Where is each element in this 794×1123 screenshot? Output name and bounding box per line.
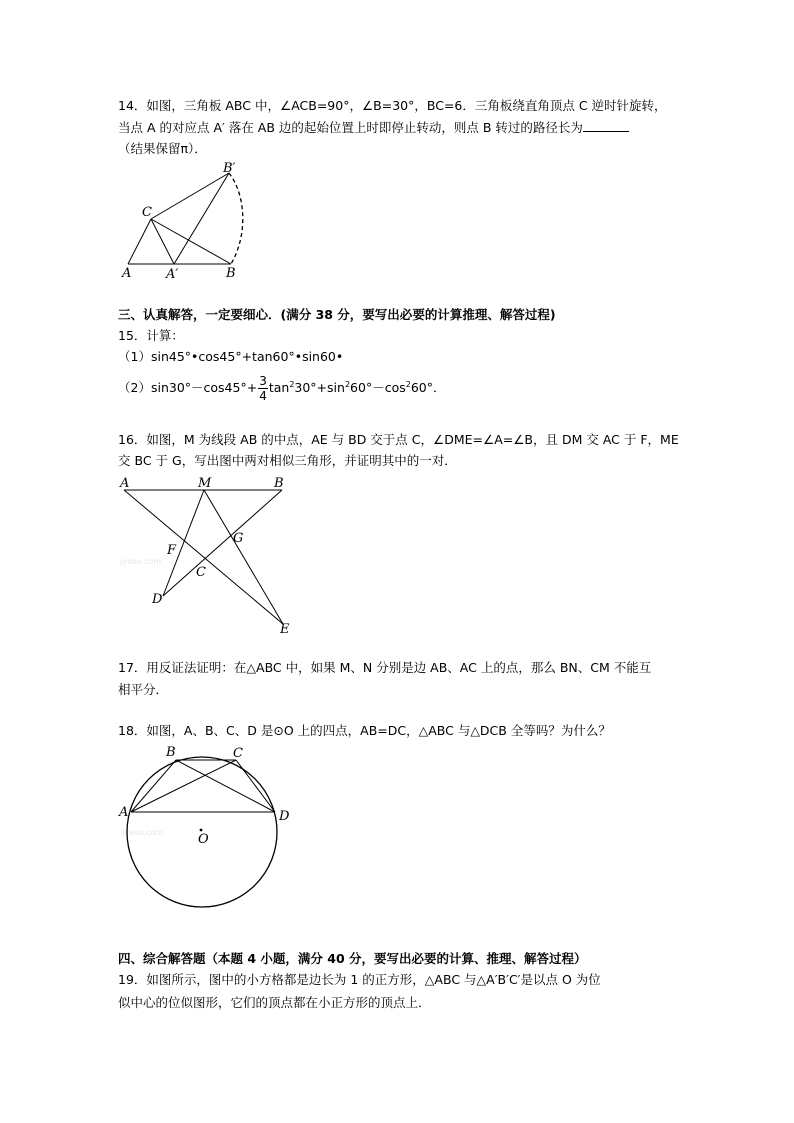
label-c: C [142,205,152,220]
fraction-denominator: 4 [259,389,267,403]
q17-line1: 17．用反证法证明：在△ABC 中，如果 M、N 分别是边 AB、AC 上的点，那么 BN、CM 不能互 [118,660,652,675]
q15-part2 [118,370,446,403]
label-c: C [196,565,206,580]
svg-text:jyeoo.com: jyeoo.com [122,828,164,837]
q15-part2-e: 60°． [410,380,446,395]
q14-line2-text: 当点 A 的对应点 A′ 落在 AB 边的起始位置上时即停止转动，则点 B 转过的路径长为 [118,120,583,135]
q14-line3: （结果保留π）． [118,141,207,156]
fraction-3-4 [258,374,268,403]
q15-part2-b: tan [268,380,290,395]
section-4-heading: 四、综合解答题（本题 4 小题，满分 40 分，要写出必要的计算、推理、解答过程） [118,951,587,966]
label-b: B [226,266,236,281]
q14-line2 [118,119,629,137]
fraction-numerator: 3 [259,374,267,388]
label-a: A [119,805,129,820]
q19-line1: 19．如图所示，图中的小方格都是边长为 1 的正方形，△ABC 与△A′B′C′是以点 O 为位 [118,972,601,987]
q18-line1: 18．如图，A、B、C、D 是⊙O 上的四点，AB=DC，△ABC 与△DCB 全等吗？为什么？ [118,723,611,738]
q16-figure [118,472,298,637]
q15-title: 15．计算： [118,328,184,343]
section-3-heading: 三、认真解答，一定要细心．(满分 38 分，要写出必要的计算推理、解答过程) [118,307,556,322]
q15-part2-a: （2）sin30°－cos45°+ [118,380,258,395]
label-f: F [167,543,177,558]
exponent: 2 [344,380,351,389]
q15-part1: （1）sin45°•cos45°+tan60°•sin60• [118,349,344,364]
q15-part2-c: 30°+sin [294,380,345,395]
label-a: A [122,266,132,281]
label-d: D [152,592,163,607]
label-d: D [279,809,290,824]
label-a-prime: A′ [166,267,179,282]
q15-part2-d: 60°－cos [350,380,406,395]
q16-line1: 16．如图，M 为线段 AB 的中点，AE 与 BD 交于点 C，∠DME=∠A=∠B，且 DM 交 AC 于 F，ME [118,432,679,447]
label-b-prime: B′ [223,161,236,176]
label-b: B [166,745,176,760]
q14-figure [118,160,258,285]
label-g: G [233,531,244,546]
exponent: 2 [289,380,295,389]
q16-line2: 交 BC 于 G，写出图中两对相似三角形，并证明其中的一对． [118,453,457,468]
label-b: B [274,476,284,491]
label-a: A [120,476,130,491]
q17-line2: 相平分． [118,682,169,697]
answer-blank [583,119,629,132]
label-e: E [280,622,290,637]
q19-line2: 似中心的位似图形，它们的顶点都在小正方形的顶点上． [118,995,431,1010]
svg-text:jyeoo.com: jyeoo.com [120,557,162,566]
label-c: C [233,746,243,761]
q14-line1: 14．如图，三角板 ABC 中，∠ACB=90°，∠B=30°，BC=6．三角板绕直角顶点 C 逆时针旋转， [118,98,667,113]
label-m: M [198,476,212,491]
exponent: 2 [405,380,411,389]
q18-figure [118,742,298,907]
label-o: O [198,832,209,847]
